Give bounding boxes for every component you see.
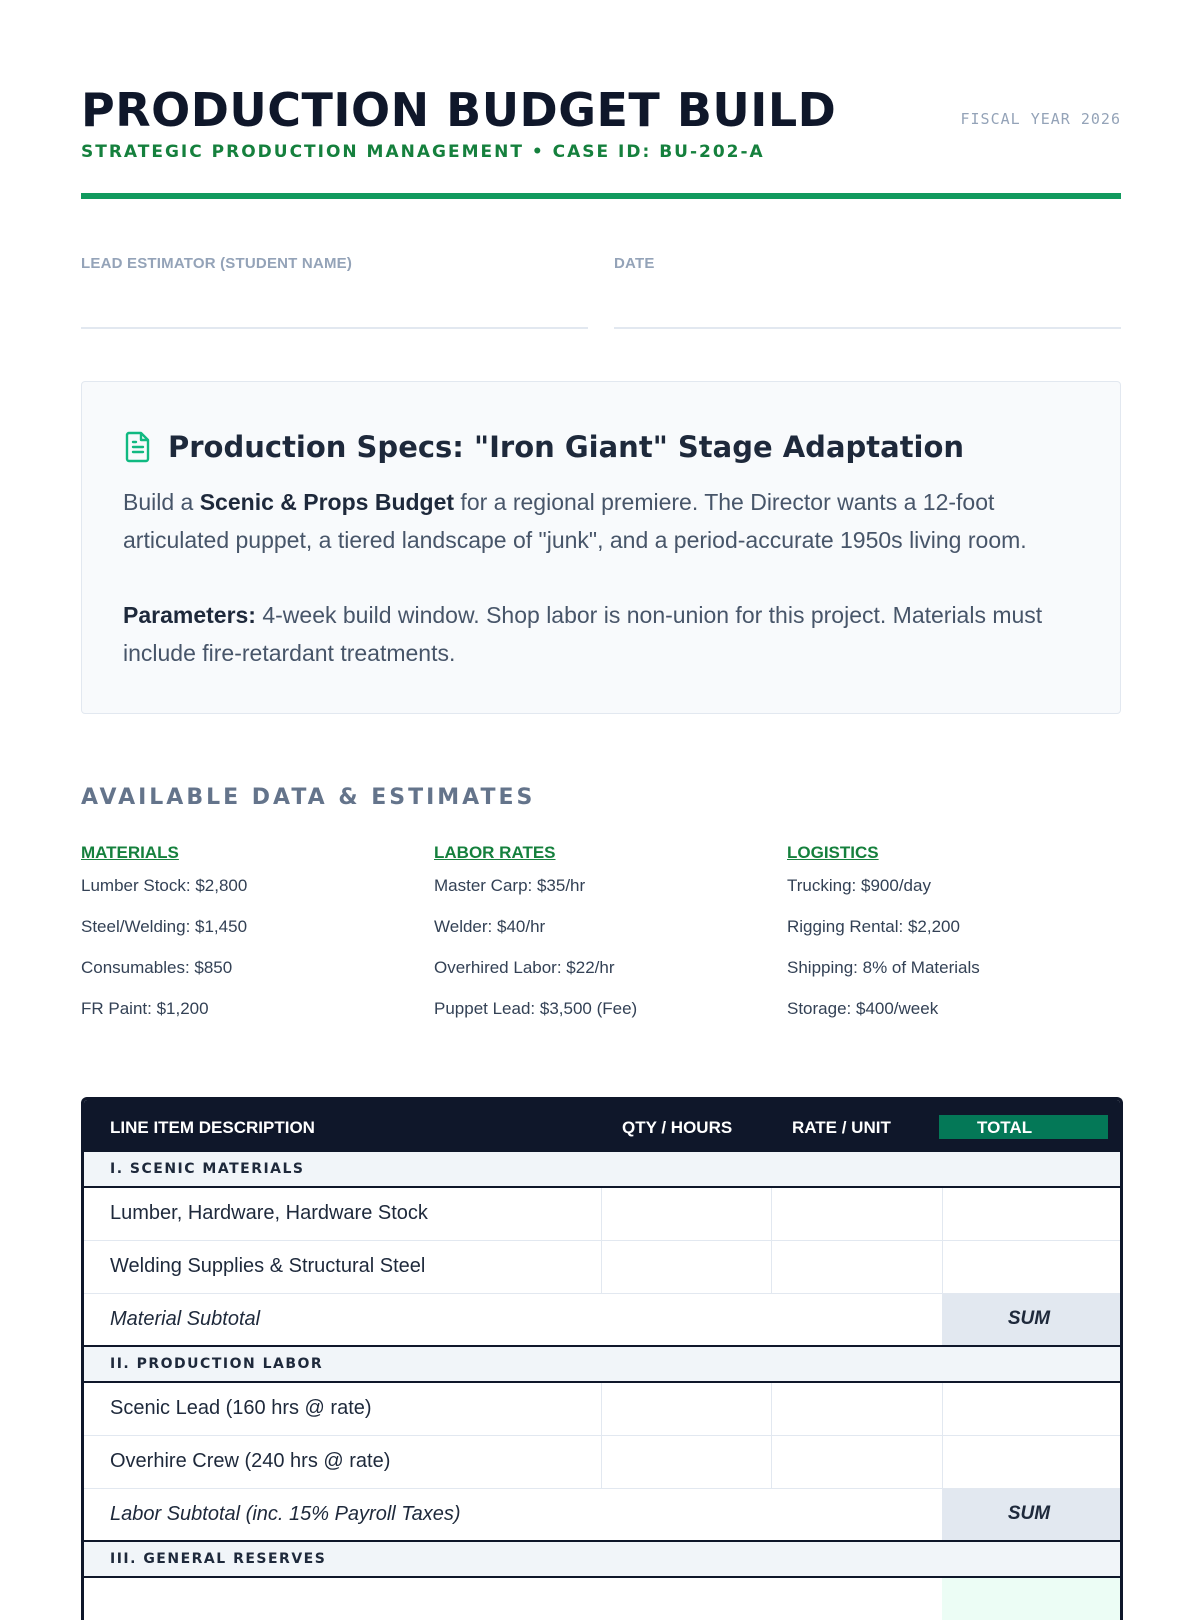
- estimate-item: Storage: $400/week: [787, 999, 939, 1018]
- total-input-cell[interactable]: [942, 1436, 1120, 1489]
- materials-column: [81, 843, 421, 1039]
- total-input-cell[interactable]: [942, 1383, 1120, 1436]
- qty-input-cell[interactable]: [601, 1383, 771, 1436]
- sum-placeholder: SUM: [1007, 1308, 1051, 1329]
- table-header: [84, 1100, 1120, 1152]
- rate-input-cell[interactable]: [771, 1188, 942, 1241]
- specs-body: [123, 483, 1083, 672]
- line-item-description: Scenic Lead (160 hrs @ rate): [110, 1397, 372, 1419]
- rate-input-cell[interactable]: [771, 1383, 942, 1436]
- header-qty: QTY / HOURS: [622, 1118, 733, 1137]
- estimate-item: Puppet Lead: $3,500 (Fee): [434, 999, 638, 1018]
- total-input-cell[interactable]: [942, 1188, 1120, 1241]
- header-description: LINE ITEM DESCRIPTION: [110, 1118, 315, 1137]
- estimate-item: Overhired Labor: $22/hr: [434, 958, 615, 977]
- production-specs-box: [81, 381, 1121, 714]
- estimates-columns: [81, 843, 1121, 1023]
- logistics-column: [787, 843, 1127, 1039]
- estimate-item: Welder: $40/hr: [434, 917, 546, 936]
- logistics-column-title: LOGISTICS: [787, 843, 879, 862]
- subtotal-row-labor: [84, 1489, 1120, 1542]
- estimate-item: Lumber Stock: $2,800: [81, 876, 248, 895]
- qty-input-cell[interactable]: [601, 1241, 771, 1294]
- specs-p1-bold: Scenic & Props Budget: [199, 489, 455, 515]
- labor-rates-column: [434, 843, 774, 1039]
- section-label: II. PRODUCTION LABOR: [110, 1356, 324, 1372]
- line-item-description: Lumber, Hardware, Hardware Stock: [110, 1202, 428, 1224]
- specs-paragraph-parameters: [123, 596, 1083, 672]
- estimate-item: Shipping: 8% of Materials: [787, 958, 980, 977]
- student-info-fields: [81, 255, 1121, 327]
- rate-input-cell[interactable]: [771, 1241, 942, 1294]
- estimate-item: Trucking: $900/day: [787, 876, 931, 895]
- estimator-name-field[interactable]: [81, 255, 588, 329]
- section-label: I. SCENIC MATERIALS: [110, 1161, 305, 1177]
- date-label: DATE: [614, 255, 655, 272]
- total-input-cell[interactable]: [942, 1578, 1120, 1620]
- line-item-description: Welding Supplies & Structural Steel: [110, 1255, 426, 1277]
- available-data-heading: AVAILABLE DATA & ESTIMATES: [81, 785, 536, 810]
- header-rate: RATE / UNIT: [792, 1118, 891, 1137]
- subtotal-sum-cell[interactable]: [942, 1294, 1120, 1345]
- subtotal-row-materials: [84, 1294, 1120, 1347]
- page-header: [81, 0, 1121, 200]
- specs-paragraph-scope: [123, 483, 1083, 559]
- estimator-name-label: LEAD ESTIMATOR (STUDENT NAME): [81, 255, 353, 272]
- specs-title: Production Specs: "Iron Giant" Stage Adaptation: [168, 430, 965, 464]
- subtotal-label: Labor Subtotal (inc. 15% Payroll Taxes): [110, 1503, 461, 1525]
- estimate-item: Rigging Rental: $2,200: [787, 917, 960, 936]
- qty-input-cell[interactable]: [601, 1188, 771, 1241]
- fiscal-year-label: FISCAL YEAR 2026: [960, 110, 1121, 128]
- budget-worksheet-page: [81, 0, 1121, 1567]
- date-field[interactable]: [614, 255, 1121, 329]
- table-row: [84, 1436, 1120, 1489]
- document-icon: [123, 430, 153, 464]
- estimate-item: Consumables: $850: [81, 958, 233, 977]
- estimate-item: Master Carp: $35/hr: [434, 876, 586, 895]
- section-row-materials: [84, 1152, 1120, 1188]
- header-total: TOTAL: [977, 1118, 1033, 1137]
- table-row: [84, 1578, 1120, 1620]
- materials-column-title: MATERIALS: [81, 843, 179, 862]
- page-subtitle: STRATEGIC PRODUCTION MANAGEMENT • CASE ID: BU-202-A: [81, 142, 765, 162]
- page-title: PRODUCTION BUDGET BUILD: [81, 83, 837, 137]
- specs-p1-pre: Build a: [123, 489, 200, 515]
- section-row-labor: [84, 1347, 1120, 1383]
- sum-placeholder: SUM: [1007, 1503, 1051, 1524]
- labor-rates-column-title: LABOR RATES: [434, 843, 556, 862]
- table-row: [84, 1241, 1120, 1294]
- line-item-description: Overhire Crew (240 hrs @ rate): [110, 1450, 391, 1472]
- rate-input-cell[interactable]: [771, 1436, 942, 1489]
- table-row: [84, 1383, 1120, 1436]
- section-row-reserves: [84, 1542, 1120, 1578]
- subtotal-sum-cell[interactable]: [942, 1489, 1120, 1540]
- estimate-item: Steel/Welding: $1,450: [81, 917, 248, 936]
- budget-table: [81, 1097, 1123, 1620]
- qty-input-cell[interactable]: [601, 1436, 771, 1489]
- specs-p2-bold: Parameters:: [123, 602, 256, 628]
- specs-p2-post: 4-week build window. Shop labor is non-union for this project. Materials must include fire-retardant treatments.: [123, 602, 1043, 666]
- specs-title-row: [123, 427, 964, 467]
- specs-p1-post: for a regional premiere. The Director wants a 12-foot articulated puppet, a tiered landscape of "junk", and a period-accurate 1950s living room.: [123, 489, 1027, 553]
- total-input-cell[interactable]: [942, 1241, 1120, 1294]
- table-row: [84, 1188, 1120, 1241]
- section-label: III. GENERAL RESERVES: [110, 1551, 327, 1567]
- header-divider: [81, 193, 1121, 199]
- estimate-item: FR Paint: $1,200: [81, 999, 209, 1018]
- subtotal-label: Material Subtotal: [110, 1308, 261, 1330]
